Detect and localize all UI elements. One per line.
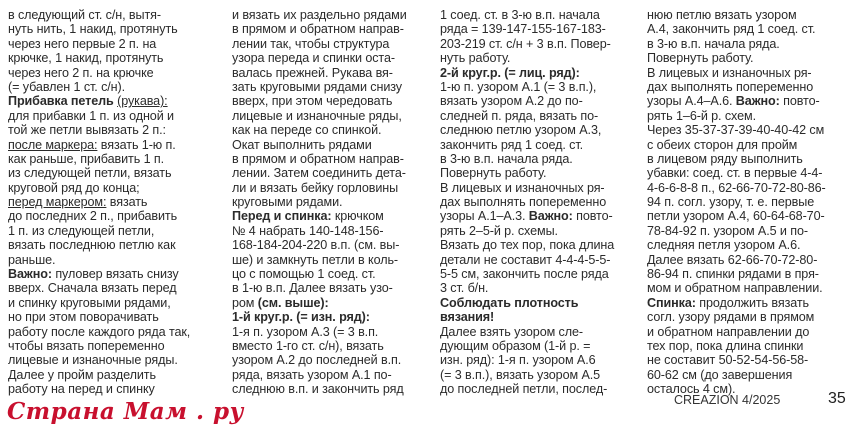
text-line: валась прежней. Рукава вя- <box>232 65 393 80</box>
bold-heading: 2-й круг.р. (= лиц. ряд): <box>440 65 580 80</box>
text-line: в лицевом ряду выполнить <box>647 151 803 166</box>
text-line: цо с помощью 1 соед. ст. <box>232 267 376 282</box>
text-line: Повернуть работу. <box>647 51 754 66</box>
bold-heading: Важно: <box>8 267 52 282</box>
text-line: 3 ст. б/н. <box>440 281 489 296</box>
text-column-3 <box>440 8 614 397</box>
site-watermark: Страна Мам . ру <box>7 398 244 425</box>
text-span: вязать <box>106 195 148 210</box>
text-line: вязать узором А.2 до по- <box>440 94 583 109</box>
text-line: в следующий ст. с/н, вытя- <box>8 8 161 22</box>
text-line <box>8 267 190 281</box>
text-line: дах выполнять попеременно <box>440 195 607 210</box>
text-line: в 3-ю в.п. начала ряда. <box>647 36 780 51</box>
text-line: нуть нить, 1 накид, протянуть <box>8 22 178 37</box>
text-line: лицевые и изнаночные ряды, <box>232 108 402 123</box>
text-line: узором А.2 до последней в.п. <box>232 353 402 368</box>
text-line: узора переда и спинки оста- <box>232 51 395 66</box>
text-line: лицевые и изнаночные ряды. <box>8 353 178 368</box>
text-line: Далее вязать 62-66-70-72-80- <box>647 252 818 267</box>
text-line <box>440 310 614 324</box>
text-line: 4-6-6-8-8 п., 62-66-70-72-80-86- <box>647 180 826 195</box>
text-line: рять 2–5-й р. схемы. <box>440 223 558 238</box>
text-line: через него 2 п. на крючке <box>8 65 154 80</box>
text-line: 60-62 см (до завершения <box>647 367 793 382</box>
text-line: следнюю в.п. и закончить ряд <box>232 382 404 397</box>
text-line: чтобы вязать попеременно <box>8 338 165 353</box>
text-line: В лицевых и изнаночных ря- <box>647 65 812 80</box>
underlined-term: (рукава): <box>117 94 168 109</box>
text-line: в прямом и обратном направ- <box>232 22 404 37</box>
bold-heading: Спинка: <box>647 295 696 310</box>
text-line: вместо 1-го ст. с/н), вязать <box>232 338 384 353</box>
text-line: Окат выполнить рядами <box>232 137 372 152</box>
text-line: в 3-ю в.п. начала ряда. <box>440 151 573 166</box>
text-column-2 <box>232 8 407 397</box>
text-line: 203-219 ст. с/н + 3 в.п. Повер- <box>440 36 611 51</box>
bold-heading: (см. выше): <box>257 295 329 310</box>
text-line <box>440 296 614 310</box>
text-line: и вязать их раздельно рядами <box>232 8 407 22</box>
text-line: согл. узору рядами в прямом <box>647 310 815 325</box>
text-line: с обеих сторон для пройм <box>647 137 798 152</box>
bold-heading: Важно: <box>735 94 780 109</box>
text-line: через него первые 2 п. на <box>8 36 157 51</box>
bold-heading: 1-й круг.р. (= изн. ряд): <box>232 310 370 325</box>
text-line <box>232 310 407 324</box>
text-line: вверх. Сначала вязать перед <box>8 281 177 296</box>
text-line <box>647 296 826 310</box>
text-line: осталось 4 см). <box>647 382 736 397</box>
text-line: из следующей петли, вязать <box>8 166 172 181</box>
text-line: нуть работу. <box>440 51 511 66</box>
text-span: узоры А.4–А.6. <box>647 94 736 109</box>
text-span: вязать 1-ю п. <box>97 137 176 152</box>
text-line: не составит 50-52-54-56-58- <box>647 353 809 368</box>
text-span: продолжить вязать <box>695 295 810 310</box>
text-line <box>232 209 407 223</box>
text-line: и обратном направлении до <box>647 324 810 339</box>
text-column-4 <box>647 8 826 397</box>
text-span: повто- <box>779 94 820 109</box>
text-line: Повернуть работу. <box>440 166 547 181</box>
text-line: 78-84-92 п. узором А.5 и по- <box>647 223 808 238</box>
text-line: изн. ряд): 1-я п. узором А.6 <box>440 353 596 368</box>
text-line: (= убавлен 1 ст. с/н). <box>8 79 126 94</box>
text-line: Вязать до тех пор, пока длина <box>440 238 615 253</box>
text-line <box>647 94 826 108</box>
page-number: 35 <box>828 390 846 407</box>
text-line: А.4, закончить ряд 1 соед. ст. <box>647 22 816 37</box>
text-line: следняя петля узором А.6. <box>647 238 801 253</box>
text-line: 1-я п. узором А.3 (= 3 в.п. <box>232 324 379 339</box>
text-line <box>8 94 190 108</box>
bold-heading: Прибавка петель <box>8 94 114 109</box>
text-line: вверх, при этом чередовать <box>232 94 393 109</box>
bold-heading: Соблюдать плотность <box>440 295 579 310</box>
text-line: дующим образом (1-й р. = <box>440 338 591 353</box>
text-line <box>8 195 190 209</box>
text-line: 1 соед. ст. в 3-ю в.п. начала <box>440 8 600 22</box>
text-line <box>440 209 614 223</box>
text-line: детали не составит 4-4-4-5-5- <box>440 252 611 267</box>
text-line: 5-5 см, закончить после ряда <box>440 267 609 282</box>
text-span: повто- <box>572 209 613 224</box>
text-line: ше) и замкнуть петли в коль- <box>232 252 399 267</box>
text-line: до последней петли, послед- <box>440 382 608 397</box>
underlined-term: после маркера: <box>8 137 98 152</box>
text-line: мом и обратном направлении. <box>647 281 823 296</box>
text-line: лении. Затем соединить дета- <box>232 166 406 181</box>
text-line: работу после каждого ряда так, <box>8 324 191 339</box>
text-line: работу на перед и спинку <box>8 382 155 397</box>
text-line: и спинку круговыми рядами, <box>8 295 171 310</box>
text-line: зать круговыми рядами снизу <box>232 79 402 94</box>
bold-heading: вязания! <box>440 310 495 325</box>
text-line: 86-94 п. спинки рядами в пря- <box>647 267 819 282</box>
text-line: 94 п. согл. узору, т. е. первые <box>647 195 815 210</box>
bold-heading: Важно: <box>528 209 573 224</box>
text-line: следнюю петлю узором А.3, <box>440 123 602 138</box>
bold-heading: Перед и спинка: <box>232 209 332 224</box>
text-line: нюю петлю вязать узором <box>647 8 797 22</box>
text-line: круговой ряд до конца; <box>8 180 140 195</box>
text-line: до последних 2 п., прибавить <box>8 209 178 224</box>
text-line: вязать последнюю петлю как <box>8 238 176 253</box>
text-line: 168-184-204-220 в.п. (см. вы- <box>232 238 400 253</box>
text-span: узоры А.1–А.3. <box>440 209 529 224</box>
text-span: крючком <box>331 209 384 224</box>
text-line: ли и вязать бейку горловины <box>232 180 399 195</box>
text-line: Далее взять узором сле- <box>440 324 584 339</box>
text-line: дах выполнять попеременно <box>647 79 814 94</box>
text-line: как раньше, прибавить 1 п. <box>8 151 164 166</box>
text-line: ряда, вязать узором А.1 по- <box>232 367 392 382</box>
text-line <box>440 66 614 80</box>
text-line: закончить ряд 1 соед. ст. <box>440 137 584 152</box>
text-line: раньше. <box>8 252 56 267</box>
text-line: 1-ю п. узором А.1 (= 3 в.п.), <box>440 79 597 94</box>
text-span: ром <box>232 295 258 310</box>
text-line <box>8 138 190 152</box>
text-line: убавки: соед. ст. в первые 4-4- <box>647 166 823 181</box>
text-line: но при этом поворачивать <box>8 310 159 325</box>
text-line: той же петли вывязать 2 п.: <box>8 123 166 138</box>
text-line: В лицевых и изнаночных ря- <box>440 180 605 195</box>
text-line: следней п. ряда, вязать по- <box>440 108 599 123</box>
text-line: лении так, чтобы структура <box>232 36 390 51</box>
text-line: петли узором А.4, 60-64-68-70- <box>647 209 825 224</box>
text-line <box>232 296 407 310</box>
text-line: для прибавки 1 п. из одной и <box>8 108 174 123</box>
text-line: Далее у пройм разделить <box>8 367 156 382</box>
text-line: ряда = 139-147-155-167-183- <box>440 22 606 37</box>
text-line: крючке, 1 накид, протянуть <box>8 51 164 66</box>
text-line: Через 35-37-37-39-40-40-42 см <box>647 123 825 138</box>
underlined-term: перед маркером: <box>8 195 107 210</box>
text-line: № 4 набрать 140-148-156- <box>232 223 384 238</box>
text-line: 1 п. из следующей петли, <box>8 223 155 238</box>
text-line: в 1-ю в.п. Далее вязать узо- <box>232 281 393 296</box>
text-line: в прямом и обратном направ- <box>232 151 404 166</box>
text-line: (= 3 в.п.), вязать узором А.5 <box>440 367 601 382</box>
text-line: рять 1–6-й р. схем. <box>647 108 756 123</box>
text-column-1 <box>8 8 190 397</box>
magazine-issue: CREAZION 4/2025 <box>674 393 781 407</box>
text-line: круговыми рядами. <box>232 195 343 210</box>
text-span: пуловер вязать снизу <box>51 267 179 282</box>
text-line: как на переде со спинкой. <box>232 123 382 138</box>
text-line: тех пор, пока длина спинки <box>647 338 804 353</box>
